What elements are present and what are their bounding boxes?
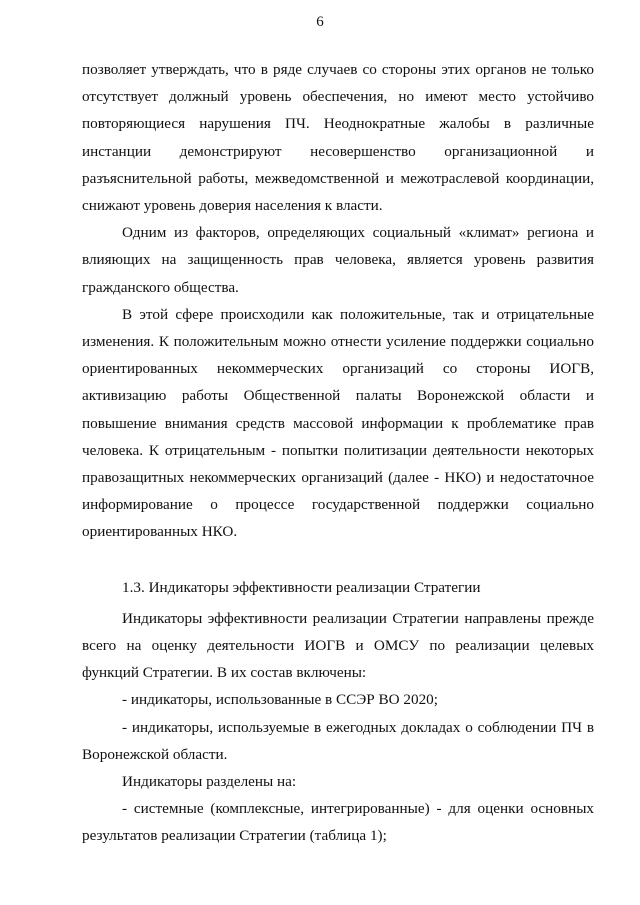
page-number: 6 (316, 14, 324, 30)
list-item-annual-reports: - индикаторы, используемые в ежегодных докладах о соблюдении ПЧ в Воронежской области. (82, 718, 594, 763)
paragraph-changes: В этой сфере происходили как положительные, так и отрицательные изменения. К положительным можно отнести усиление поддержки социально ориентированных некоммерческих организаций со стороны ИОГВ, активизацию работы Общественной палаты Воронежской области и повышение внимания средств массовой информации к проблематике прав человека. К отрицательным - попытки политизации деятельности некоторых правозащитных некоммерческих организаций (далее - НКО) и недостаточное информирование о процессе государственной поддержки социально ориентированных НКО. (82, 305, 594, 541)
paragraph-indicators-divided: Индикаторы разделены на: (122, 773, 297, 791)
document-body (82, 56, 594, 850)
paragraph-continuation: позволяет утверждать, что в ряде случаев со стороны этих органов не только отсутствует должный уровень обеспечения, но имеют место устойчиво повторяющиеся нарушения ПЧ. Неоднократные жалобы в различные инстанции демонстрируют несовершенство организационной и разъяснительной работы, межведомственной и межотраслевой координации, снижают уровень доверия населения к власти. (82, 61, 594, 215)
paragraph-indicators-intro: Индикаторы эффективности реализации Стратегии направлены прежде всего на оценку деятельности ИОГВ и ОМСУ по реализации целевых функций Стратегии. В их состав включены: (82, 609, 594, 682)
list-item-system-indicators: - системные (комплексные, интегрированные) - для оценки основных результатов реализации Стратегии (таблица 1); (82, 800, 594, 845)
paragraph-civil-society: Одним из факторов, определяющих социальный «климат» региона и влияющих на защищенность прав человека, является уровень развития гражданского общества. (82, 224, 594, 296)
list-item-ssaer: - индикаторы, использованные в ССЭР ВО 2020; (122, 691, 438, 709)
section-heading: 1.3. Индикаторы эффективности реализации Стратегии (122, 578, 481, 596)
